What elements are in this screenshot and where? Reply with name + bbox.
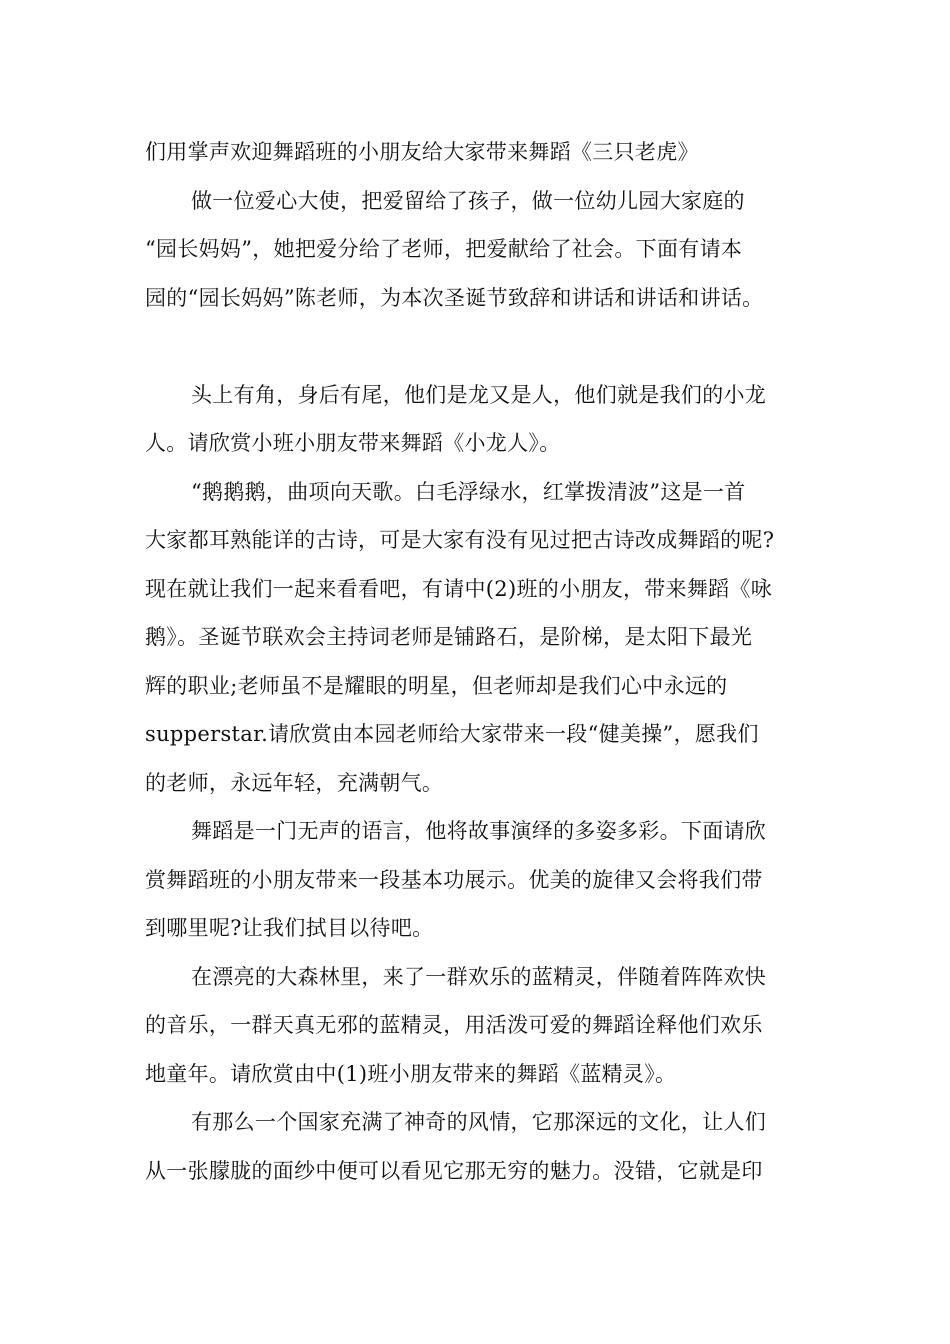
paragraph-first-line: “鹅鹅鹅，曲项向天歌。白毛浮绿水，红掌拨清波”这是一首 (191, 479, 746, 504)
paragraph-gap (145, 322, 825, 371)
text-line: 园的“园长妈妈”陈老师，为本次圣诞节致辞和讲话和讲话和讲话。 (145, 285, 764, 310)
paragraph-first-line: 舞蹈是一门无声的语言，他将故事演绎的多姿多彩。下面请欣 (191, 819, 767, 843)
paragraph-first-line: 头上有角，身后有尾，他们是龙又是人，他们就是我们的小龙 (191, 382, 767, 407)
text-line: supperstar.请欣赏由本园老师给大家带来一段“健美操”，愿我们 (145, 722, 759, 746)
text-line: 到哪里呢?让我们拭目以待吧。 (145, 916, 434, 940)
text-line: 们用掌声欢迎舞蹈班的小朋友给大家带来舞蹈《三只老虎》 (145, 140, 699, 164)
text-line: 的老师，永远年轻，充满朝气。 (145, 770, 444, 795)
text-line: 从一张朦胧的面纱中便可以看见它那无穷的魅力。没错，它就是印 (145, 1158, 763, 1183)
text-line: 的音乐，一群天真无邪的蓝精灵，用活泼可爱的舞蹈诠释他们欢乐 (145, 1013, 763, 1037)
paragraph-first-line: 在漂亮的大森林里，来了一群欢乐的蓝精灵，伴随着阵阵欢快 (191, 964, 767, 989)
text-line: 人。请欣赏小班小朋友带来舞蹈《小龙人》。 (145, 431, 561, 455)
text-line: 大家都耳熟能详的古诗，可是大家有没有见过把古诗改成舞蹈的呢? (145, 528, 775, 552)
document-body (145, 128, 825, 1195)
text-line: “园长妈妈”，她把爱分给了老师，把爱献给了社会。下面有请本 (145, 237, 743, 261)
text-line: 地童年。请欣赏由中(1)班小朋友带来的舞蹈《蓝精灵》。 (145, 1061, 677, 1086)
text-line: 赏舞蹈班的小朋友带来一段基本功展示。优美的旋律又会将我们带 (145, 867, 763, 892)
paragraph-first-line: 做一位爱心大使，把爱留给了孩子，做一位幼儿园大家庭的 (191, 188, 745, 213)
paragraph-first-line: 有那么一个国家充满了神奇的风情，它那深远的文化，让人们 (191, 1110, 767, 1134)
text-line: 辉的职业;老师虽不是耀眼的明星，但老师却是我们心中永远的 (145, 673, 728, 698)
text-line: 鹅》。圣诞节联欢会主持词老师是铺路石，是阶梯，是太阳下最光 (145, 625, 753, 649)
text-line: 现在就让我们一起来看看吧，有请中(2)班的小朋友，带来舞蹈《咏 (145, 576, 773, 601)
